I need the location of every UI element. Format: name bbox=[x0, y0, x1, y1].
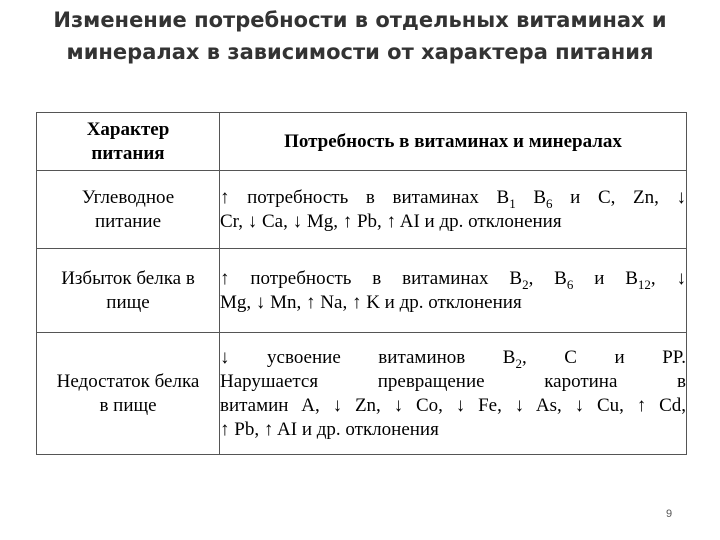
header-col1-line-1: Характер bbox=[86, 118, 170, 140]
row-requirement-line-1 bbox=[220, 267, 686, 291]
table-row bbox=[37, 249, 687, 333]
row-nutrition-type bbox=[37, 333, 220, 455]
row-requirement bbox=[220, 171, 687, 249]
row-requirement-line-3: витамин A, ↓ Zn, ↓ Co, ↓ Fe, ↓ As, ↓ Cu, ↑ Cd, bbox=[220, 394, 686, 416]
slide-title-line-1: Изменение потребности в отдельных витаминах и bbox=[53, 8, 667, 32]
row-type-line-2: пище bbox=[106, 291, 150, 313]
subscript: 6 bbox=[566, 276, 574, 292]
text-fragment: B bbox=[515, 186, 546, 208]
row-requirement-line-2: Mg, ↓ Mn, ↑ Na, ↑ K и др. отклонения bbox=[220, 291, 522, 313]
subscript: 2 bbox=[522, 276, 529, 292]
row-type-line-1: Избыток белка в bbox=[61, 267, 195, 289]
text-fragment: , C и PP. bbox=[521, 346, 686, 368]
row-requirement-line-1 bbox=[220, 186, 686, 210]
header-nutrition-type bbox=[37, 113, 220, 171]
subscript: 1 bbox=[509, 195, 516, 211]
subscript: 2 bbox=[515, 355, 522, 371]
header-col2-text: Потребность в витаминах и минералах bbox=[284, 130, 622, 152]
table-header-row bbox=[37, 113, 687, 171]
slide-title bbox=[0, 4, 720, 68]
row-requirement-line-4: ↑ Pb, ↑ AI и др. отклонения bbox=[220, 418, 439, 440]
row-requirement-line-1 bbox=[220, 346, 686, 370]
text-fragment: ↓ усвоение витаминов B bbox=[220, 346, 516, 368]
row-type-line-2: питание bbox=[94, 210, 162, 232]
text-fragment: и C, Zn, ↓ bbox=[552, 186, 686, 208]
slide-title-line-2: минералах в зависимости от характера питания bbox=[66, 40, 654, 64]
page-number: 9 bbox=[666, 508, 673, 520]
header-requirement bbox=[220, 113, 687, 171]
row-requirement bbox=[220, 249, 687, 333]
row-type-line-2: в пище bbox=[99, 394, 157, 416]
vitamin-mineral-table bbox=[36, 112, 687, 455]
text-fragment: , B bbox=[528, 267, 567, 289]
table-row bbox=[37, 333, 687, 455]
row-type-line-1: Углеводное bbox=[81, 186, 175, 208]
subscript: 12 bbox=[637, 276, 651, 292]
header-col1-line-2: питания bbox=[91, 142, 165, 164]
text-fragment: и B bbox=[573, 267, 638, 289]
row-requirement-line-2: Cr, ↓ Ca, ↓ Mg, ↑ Pb, ↑ AI и др. отклонения bbox=[220, 210, 562, 232]
table-row bbox=[37, 171, 687, 249]
text-fragment: ↑ потребность в витаминах B bbox=[220, 267, 523, 289]
subscript: 6 bbox=[546, 195, 553, 211]
text-fragment: ↑ потребность в витаминах B bbox=[220, 186, 510, 208]
text-fragment: , ↓ bbox=[650, 267, 687, 289]
row-nutrition-type bbox=[37, 171, 220, 249]
row-type-line-1: Недостаток белка bbox=[56, 370, 200, 392]
row-requirement-line-2: Нарушается превращение каротина в bbox=[220, 370, 686, 392]
row-nutrition-type bbox=[37, 249, 220, 333]
row-requirement bbox=[220, 333, 687, 455]
